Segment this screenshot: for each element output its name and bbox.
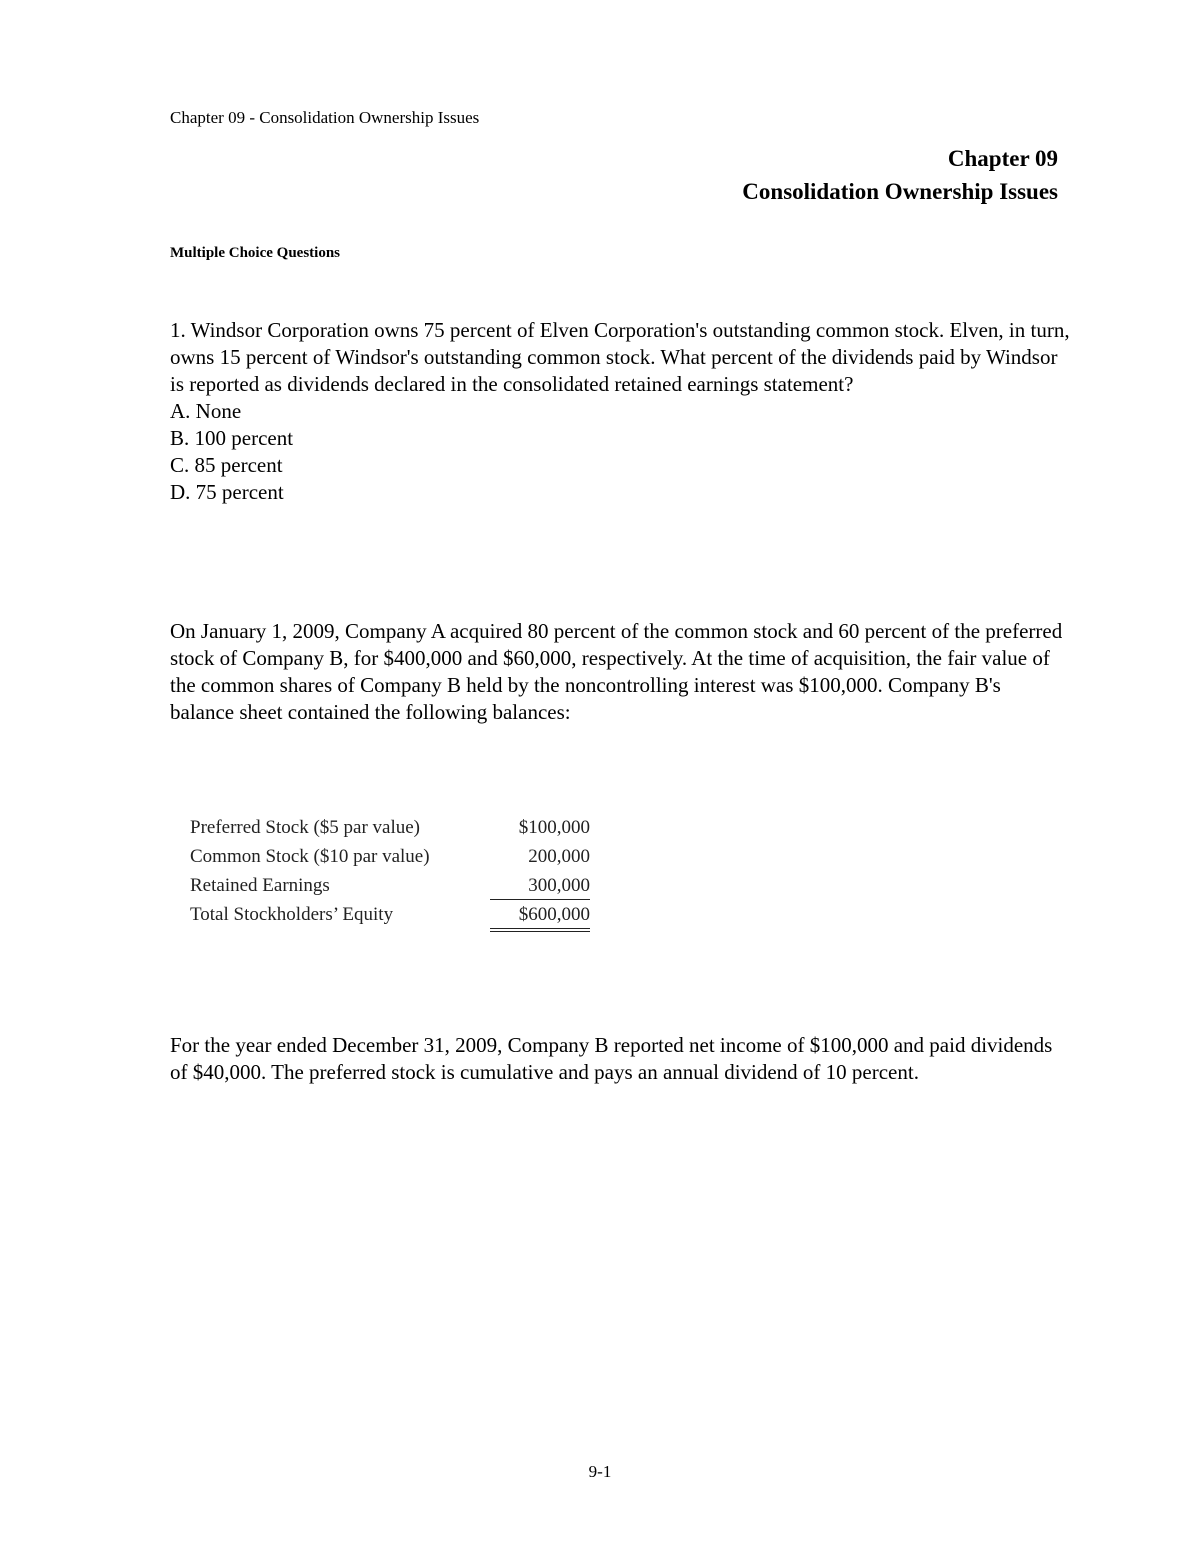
row-amount: 300,000: [490, 872, 590, 900]
page-number: 9-1: [588, 1462, 612, 1481]
option-b: B. 100 percent: [170, 426, 294, 450]
income-paragraph: For the year ended December 31, 2009, Company B reported net income of $100,000 and paid dividends of $40,000. The preferred stock is cumulative and pays an annual dividend of 10 percent.: [170, 1033, 1053, 1084]
table-row: [190, 813, 590, 842]
row-label: Preferred Stock ($5 par value): [190, 817, 421, 838]
question-1-text: 1. Windsor Corporation owns 75 percent of Elven Corporation's outstanding common stock. Elven, in turn, owns 15 percent of Windsor's outstanding common stock. What percent of the dividends paid by Windsor is reported as dividends declared in the consolidated retained earnings statement?: [170, 318, 1070, 396]
chapter-number: Chapter 09: [947, 146, 1058, 171]
row-label: Retained Earnings: [190, 875, 330, 896]
option-a: A. None: [170, 399, 242, 423]
question-1: [170, 317, 1070, 506]
table-row: [190, 842, 590, 871]
table-row-total: [190, 900, 590, 929]
acquisition-paragraph: On January 1, 2009, Company A acquired 80 percent of the common stock and 60 percent of the preferred stock of Company B, for $400,000 and $60,000, respectively. At the time of acquisition, the fair value of the common shares of Company B held by the noncontrolling interest was $100,000. Company B's balance sheet contained the following balances:: [170, 619, 1063, 724]
section-label: Multiple Choice Questions: [170, 245, 341, 261]
option-c: C. 85 percent: [170, 453, 283, 477]
row-amount: $600,000: [490, 901, 590, 932]
row-label: Total Stockholders’ Equity: [190, 904, 394, 925]
option-d: D. 75 percent: [170, 480, 284, 504]
balance-sheet-table: [190, 813, 590, 929]
row-amount: 200,000: [528, 846, 590, 867]
chapter-name: Consolidation Ownership Issues: [742, 179, 1058, 204]
row-label: Common Stock ($10 par value): [190, 846, 430, 867]
chapter-title: [742, 142, 1058, 208]
row-amount: $100,000: [518, 817, 590, 838]
table-row: [190, 871, 590, 900]
running-header: Chapter 09 - Consolidation Ownership Issues: [170, 108, 480, 127]
